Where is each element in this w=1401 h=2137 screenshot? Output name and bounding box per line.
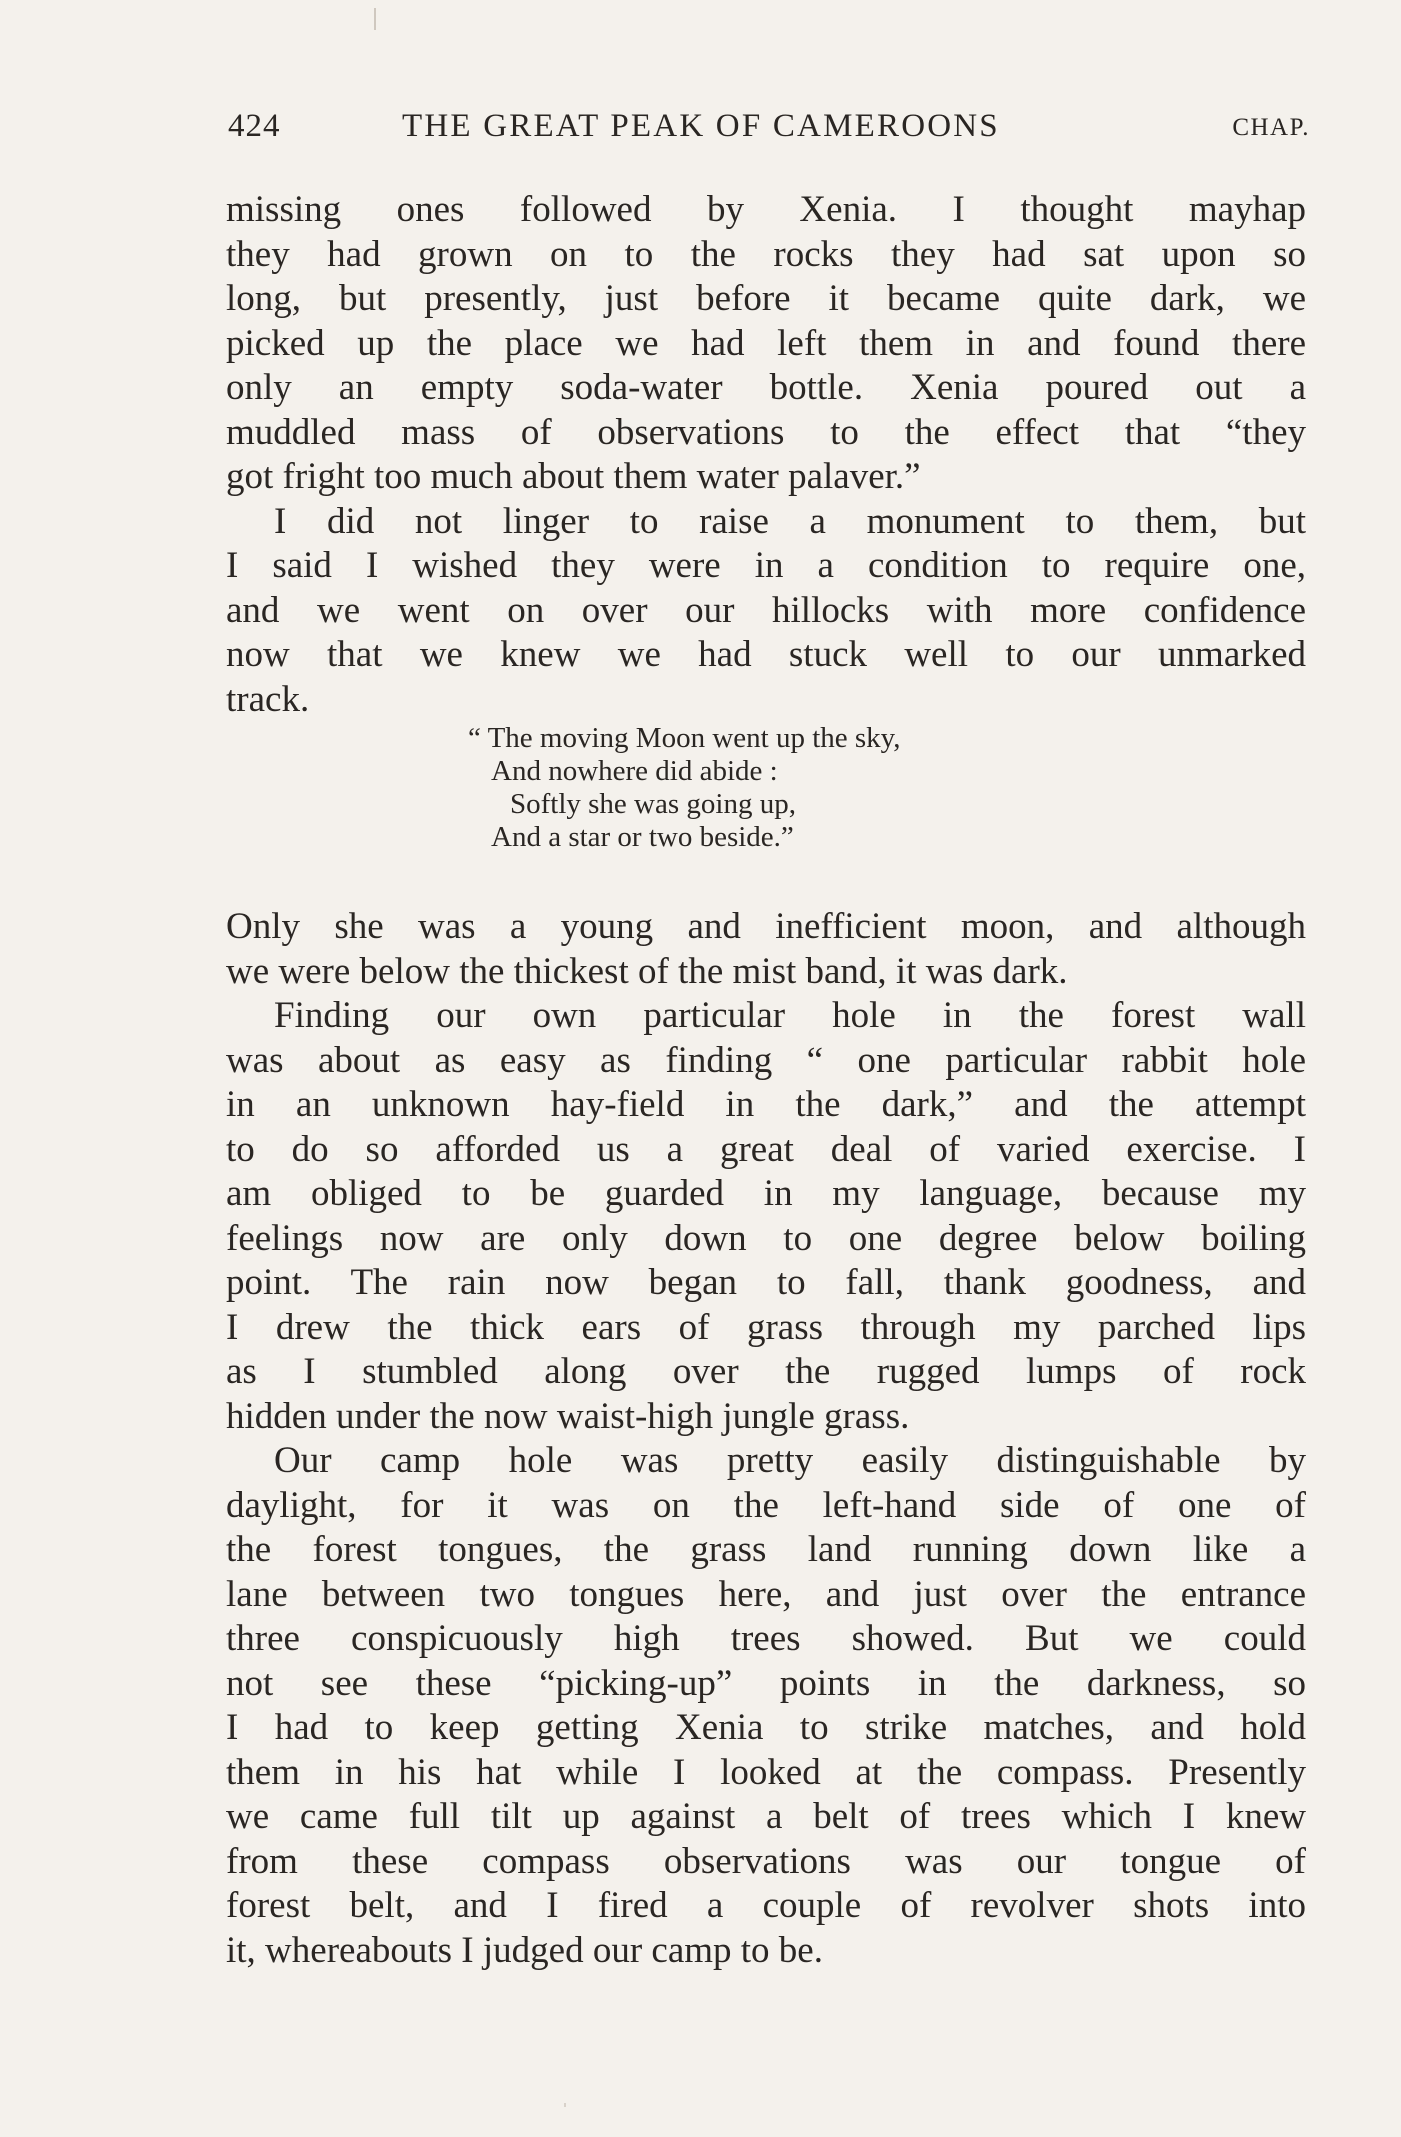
text-line: we were below the thickest of the mist band, it was dark. [226, 950, 1068, 992]
text-line: the forest tongues, the grass land running down like a [226, 1529, 1306, 1570]
page-blemish [564, 2103, 566, 2107]
page-blemish [374, 8, 376, 30]
chapter-label: CHAP. [1232, 114, 1310, 141]
verse-line: Softly she was going up, [510, 788, 796, 820]
text-line: it, whereabouts I judged our camp to be. [226, 1929, 823, 1971]
text-line: track. [226, 678, 310, 720]
text-line: now that we knew we had stuck well to our unmarked [226, 634, 1306, 675]
text-line: from these compass observations was our tongue of [226, 1840, 1306, 1882]
text-line: am obliged to be guarded in my language, because my [226, 1173, 1306, 1214]
text-line: point. The rain now began to fall, thank goodness, and [226, 1262, 1306, 1303]
text-line: to do so afforded us a great deal of varied exercise. I [226, 1128, 1306, 1170]
text-line: forest belt, and I fired a couple of revolver shots into [226, 1885, 1306, 1926]
text-line: and we went on over our hillocks with more confidence [226, 589, 1306, 631]
text-line: as I stumbled along over the rugged lumps of rock [226, 1351, 1306, 1392]
text-line: got fright too much about them water palaver.” [226, 456, 921, 497]
verse-line: And a star or two beside.” [491, 821, 794, 853]
text-line: hidden under the now waist-high jungle grass. [226, 1395, 910, 1437]
text-line: missing ones followed by Xenia. I thought mayhap [226, 189, 1306, 230]
text-line: Our camp hole was pretty easily distinguishable by [274, 1440, 1306, 1481]
text-line: muddled mass of observations to the effect that “they [226, 411, 1306, 453]
text-line: I had to keep getting Xenia to strike matches, and hold [226, 1707, 1306, 1748]
text-line: daylight, for it was on the left-hand side of one of [226, 1484, 1306, 1526]
text-line: Only she was a young and inefficient moon, and although [226, 906, 1306, 947]
text-line: in an unknown hay-field in the dark,” and the attempt [226, 1084, 1306, 1125]
text-line: feelings now are only down to one degree below boiling [226, 1217, 1306, 1259]
text-line: three conspicuously high trees showed. But we could [226, 1618, 1306, 1659]
text-line: them in his hat while I looked at the compass. Presently [226, 1751, 1306, 1793]
text-line: long, but presently, just before it became quite dark, we [226, 278, 1306, 319]
text-line: we came full tilt up against a belt of trees which I knew [226, 1796, 1306, 1837]
body-text-after-poem [226, 905, 1306, 1973]
verse-line: And nowhere did abide : [491, 755, 778, 787]
verse-line: “ The moving Moon went up the sky, [468, 722, 901, 754]
text-line: Finding our own particular hole in the forest wall [274, 995, 1306, 1036]
text-line: was about as easy as finding “ one particular rabbit hole [226, 1039, 1306, 1081]
running-title: THE GREAT PEAK OF CAMEROONS [402, 108, 1000, 144]
text-line: they had grown on to the rocks they had sat upon so [226, 233, 1306, 275]
text-line: I did not linger to raise a monument to them, but [274, 500, 1306, 542]
running-header [228, 108, 1310, 158]
page-number: 424 [228, 108, 281, 144]
text-line: not see these “picking-up” points in the darkness, so [226, 1662, 1306, 1704]
text-line: lane between two tongues here, and just over the entrance [226, 1573, 1306, 1615]
text-line: I drew the thick ears of grass through my parched lips [226, 1306, 1306, 1348]
body-text-before-poem [226, 188, 1306, 722]
text-line: only an empty soda-water bottle. Xenia poured out a [226, 367, 1306, 408]
text-line: I said I wished they were in a condition to require one, [226, 545, 1306, 586]
verse-quotation [468, 722, 1108, 854]
text-line: picked up the place we had left them in and found there [226, 322, 1306, 364]
